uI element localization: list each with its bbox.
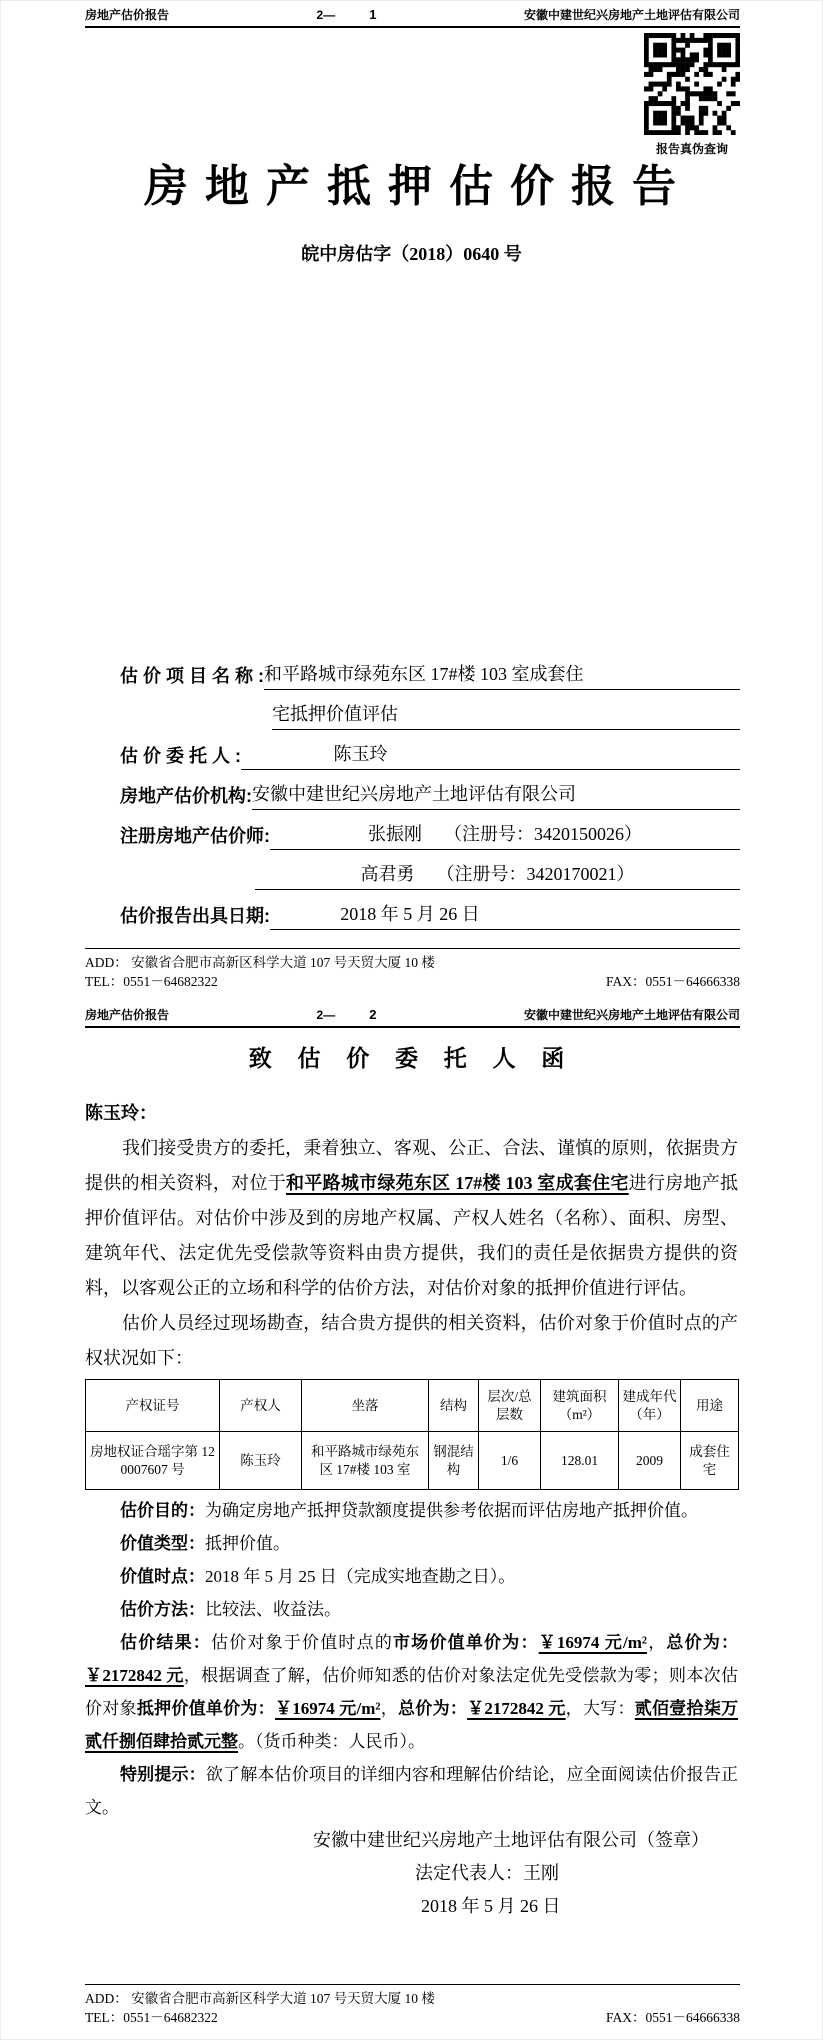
result-text-3: ，根据调查了解，估价师知悉的估价对象法定优先受偿款为零；则本次估价对象 [85,1666,739,1718]
page2-running-header [85,1008,740,1028]
qr-code-icon [644,33,740,135]
appraiser1-reg: （注册号：3420150026） [444,824,642,844]
form-value-appraiser1 [270,820,740,850]
result-text-1: 估价对象于价值时点的 [211,1633,394,1652]
special-text: 欲了解本估价项目的详细内容和理解估价结论，应全面阅读估价报告正文。 [85,1765,739,1817]
letter-salutation: 陈玉玲： [85,1103,157,1123]
result-total-price-mortgage: ￥2172842 元 [467,1699,566,1718]
footer-tel: TEL：0551－64682322 [85,2010,218,2025]
item-value-type [85,1527,738,1560]
result-text-4: ， [380,1699,399,1718]
form-value-agency: 安徽中建世纪兴房地产土地评估有限公司 [252,780,740,810]
table-header-row [86,1380,739,1432]
running-header-title: 房地产估价报告 [85,1008,170,1022]
th-location: 坐落 [302,1380,429,1432]
item-result-label: 估价结果： [120,1633,212,1652]
item-method [85,1593,738,1626]
th-cert-no: 产权证号 [86,1380,220,1432]
table-row [86,1432,739,1490]
td-structure: 钢混结构 [429,1432,479,1490]
item-purpose-text: 为确定房地产抵押贷款额度提供参考依据而评估房地产抵押价值。 [205,1501,698,1520]
item-time-label: 价值时点： [120,1567,205,1586]
form-label-appraiser: 注册房地产估价师: [120,826,270,846]
item-value-date [85,1560,738,1593]
page1-running-header [85,8,740,28]
th-year: 建成年代（年） [619,1380,681,1432]
form-label-project: 估 价 项 目 名 称 : [120,666,264,686]
result-bold-2: 总价为： [666,1633,739,1652]
footer-address: ADD： 安徽省合肥市高新区科学大道 107 号天贸大厦 10 楼 [85,1991,435,2006]
cover-form [120,650,740,930]
result-unit-price-mortgage: ￥16974 元/m² [274,1699,381,1718]
page1-footer [85,948,740,991]
appraiser2-reg: （注册号：3420170021） [436,864,635,884]
td-area: 128.01 [541,1432,619,1490]
special-label: 特别提示： [120,1765,206,1784]
footer-fax: FAX：0551－64666338 [605,974,740,989]
td-owner: 陈玉玲 [220,1432,302,1490]
item-time-text: 2018 年 5 月 25 日（完成实地查勘之日）。 [205,1567,516,1586]
page2-footer [85,1984,740,2027]
letter-body [85,1096,738,1923]
document-number: 皖中房估字（2018）0640 号 [301,244,522,264]
qr-code [644,33,740,135]
form-label-client: 估 价 委 托 人 : [120,746,241,766]
form-label-agency: 房地产估价机构: [120,786,252,806]
footer-tel-fax [85,972,740,991]
form-row-date [120,890,740,930]
result-bold-3: 抵押价值单价为： [136,1699,275,1718]
td-use: 成套住宅 [681,1432,739,1490]
footer-tel: TEL：0551－64682322 [85,974,218,989]
form-value-project-line2: 宅抵押价值评估 [272,700,740,730]
form-value-project-line1: 和平路城市绿苑东区 17#楼 103 室成套住 [264,660,740,690]
letter-title: 致 估 价 委 托 人 函 [248,1046,575,1071]
letter-paragraph-2: 估价人员经过现场勘查，结合贵方提供的相关资料，估价对象于价值时点的产权状况如下： [85,1313,738,1368]
p1-text-a: 我们接受贵方的委托，秉着独立、客观、公正、合法、谨慎的原则，依据贵方提供的相关资料，对位于 [85,1138,738,1193]
td-year: 2009 [619,1432,681,1490]
result-unit-price-market: ￥16974 元/m² [538,1633,648,1652]
item-method-text: 比较法、收益法。 [205,1600,341,1619]
page2-number: 2 [369,1007,377,1022]
th-owner: 产权人 [220,1380,302,1432]
item-purpose [85,1494,738,1527]
page-total-label: 2— [316,1008,336,1022]
appraisal-items [85,1494,738,1824]
form-row-project [120,650,740,690]
th-structure: 结构 [429,1380,479,1432]
form-value-appraiser2 [255,860,740,890]
item-type-text: 抵押价值。 [205,1534,290,1553]
form-row-project-cont [120,690,740,730]
form-value-date: 2018 年 5 月 26 日 [270,900,740,930]
th-area: 建筑面积（m²） [541,1380,619,1432]
item-result [85,1626,738,1758]
letter-paragraph-1 [85,1131,738,1306]
result-total-price-market: ￥2172842 元 [85,1666,184,1685]
result-bold-1: 市场价值单价为： [393,1633,539,1652]
p1-property-name: 和平路城市绿苑东区 17#楼 103 室成套住宅 [286,1173,629,1193]
result-text-6: 。（货币种类：人民币）。 [238,1732,425,1751]
form-label-date: 估价报告出具日期: [120,906,270,926]
td-cert-no: 房地权证合瑶字第 120007607 号 [86,1432,220,1490]
item-method-label: 估价方法： [120,1600,205,1619]
appraiser2-name: 高君勇 [360,864,415,884]
form-row-appraiser2 [120,850,740,890]
form-value-client: 陈玉玲 [241,740,740,770]
th-use: 用途 [681,1380,739,1432]
property-table [85,1379,739,1490]
signature-date: 2018 年 5 月 26 日 [421,1896,561,1916]
p1-text-c: 进行房地产抵押价值评估。对估价中涉及到的房地产权属、产权人姓名（名称）、面积、房型、建筑年代、法定优先受偿款等资料由贵方提供，我们的责任是依据贵方提供的资料，以客观公正的立场和科学的估价方法，对估价对象的抵押价值进行评估。 [85,1173,739,1298]
footer-address: ADD： 安徽省合肥市高新区科学大道 107 号天贸大厦 10 楼 [85,955,435,970]
td-floor: 1/6 [479,1432,541,1490]
appraiser1-name: 张振刚 [368,824,422,844]
page1-number: 1 [369,7,377,22]
running-header-title: 房地产估价报告 [85,8,170,22]
page1-number-group [317,8,377,22]
running-header-company: 安徽中建世纪兴房地产土地评估有限公司 [523,8,740,22]
page2-number-group [317,1008,377,1022]
signature-company: 安徽中建世纪兴房地产土地评估有限公司（签章） [313,1830,709,1850]
form-row-agency [120,770,740,810]
td-location: 和平路城市绿苑东区 17#楼 103 室 [302,1432,429,1490]
th-floor: 层次/总层数 [479,1380,541,1432]
footer-tel-fax [85,2008,740,2027]
page-total-label: 2— [316,8,336,22]
result-text-2: ， [647,1633,667,1652]
result-text-5: ，大写： [565,1699,635,1718]
item-purpose-label: 估价目的： [120,1501,205,1520]
form-row-appraiser1 [120,810,740,850]
result-bold-4: 总价为： [398,1699,468,1718]
report-title: 房 地 产 抵 押 估 价 报 告 [144,162,679,211]
item-special-note [85,1758,738,1824]
form-row-client [120,730,740,770]
signature-representative: 法定代表人：王刚 [415,1863,559,1883]
item-type-label: 价值类型： [120,1534,205,1553]
result-amount-in-words: 贰佰壹拾柒万贰仟捌佰肆拾贰元整 [85,1699,739,1751]
running-header-company: 安徽中建世纪兴房地产土地评估有限公司 [523,1008,740,1022]
footer-fax: FAX：0551－64666338 [605,2010,740,2025]
qr-caption: 报告真伪查询 [655,142,728,156]
